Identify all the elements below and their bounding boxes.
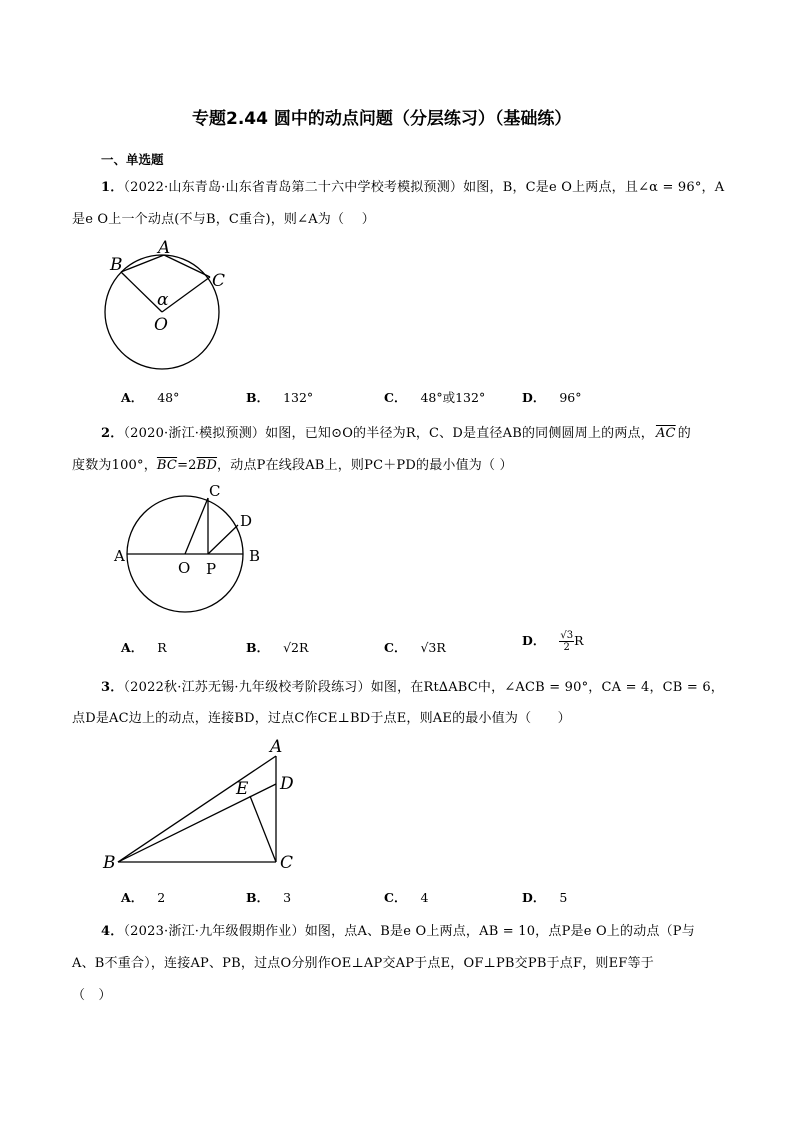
question-4-text-3: （ ）: [72, 988, 112, 1003]
question-4-number: 4．: [101, 924, 124, 939]
segment-ce: [250, 796, 276, 862]
radius-ob: [121, 272, 162, 312]
label-a: A: [114, 547, 125, 565]
question-2-option-a[interactable]: A． R: [121, 640, 167, 655]
question-4-line-1: [101, 920, 695, 939]
label-c: C: [209, 482, 221, 500]
question-3-text-1: （2022秋·江苏无锡·九年级校考阶段练习）如图，在Rt∆ABC中，∠ACB = 90°，CA = 4，CB = 6，: [123, 680, 724, 695]
question-2-figure: [110, 480, 270, 615]
question-2-text-1: （2020·浙江·模拟预测）如图，已知⊙O的半径为R，C、D是直径AB的同侧圆周上的两点，: [123, 426, 654, 441]
chord-ac: [164, 255, 210, 277]
label-b: B: [249, 547, 261, 565]
label-b: B: [103, 853, 116, 873]
label-c: C: [280, 853, 294, 873]
label-c: C: [212, 271, 226, 291]
arc-bd: $\overline{BD}$: [196, 458, 218, 473]
question-1-text-2: 是e O上一个动点(不与B，C重合)，则∠A为（ ）: [72, 212, 375, 227]
question-2-line-1: 2．（2020·浙江·模拟预测）如图，已知⊙O的半径为R，C、D是直径AB的同侧圆周上的两点， $\overline{AC}$ 的: [101, 426, 691, 441]
label-b: B: [110, 255, 123, 275]
label-a: A: [270, 737, 283, 757]
segment-bd: [118, 784, 276, 862]
radius-oc: [162, 277, 210, 312]
question-2-option-c[interactable]: C． √3R: [384, 640, 446, 655]
label-p: P: [206, 560, 217, 578]
question-4-text-2: A、B不重合），连接AP、PB，过点O分别作OE⊥AP交AP于点E，OF⊥PB交PB于点F，则EF等于: [72, 956, 654, 971]
question-3-option-b[interactable]: B． 3: [246, 890, 292, 905]
page-title: 专题2.44 圆中的动点问题（分层练习）（基础练）: [192, 109, 572, 129]
segment-pd: [208, 525, 238, 554]
question-1-option-c[interactable]: C． 48°或132°: [384, 390, 486, 405]
question-3-line-1: [101, 676, 724, 695]
label-o: O: [178, 559, 191, 577]
side-ab: [118, 756, 276, 862]
question-1-number: 1．: [101, 180, 124, 195]
question-2-number: 2．: [101, 426, 124, 441]
question-3-number: 3．: [101, 680, 124, 695]
question-1-option-a[interactable]: A． 48°: [121, 390, 180, 405]
question-1-option-b[interactable]: B． 132°: [246, 390, 314, 405]
question-3-figure: [100, 734, 300, 874]
question-1-figure: [100, 236, 240, 372]
label-e: E: [236, 779, 249, 799]
section-heading: 一、单选题: [101, 152, 164, 167]
question-2-option-d[interactable]: D． $\frac{√3}{2}$ R: [522, 630, 584, 653]
label-a: A: [158, 238, 171, 258]
label-o: O: [154, 315, 168, 335]
arc-bc: $\overline{BC}$: [156, 458, 178, 473]
arc-ac: $\overline{AC}$: [655, 426, 676, 441]
question-2-line-2: 度数为100°，$\overline{BC}=2\overline{BD}$，动点P在线段AB上，则PC＋PD的最小值为（ ）: [72, 458, 513, 473]
question-1-option-d[interactable]: D． 96°: [522, 390, 582, 405]
question-4-text-1: （2023·浙江·九年级假期作业）如图，点A、B是e O上两点，AB = 10，点P是e O上的动点（P与: [123, 924, 695, 939]
question-3-option-d[interactable]: D． 5: [522, 890, 568, 905]
question-3-option-c[interactable]: C． 4: [384, 890, 429, 905]
fraction: $\frac{√3}{2}$: [560, 630, 574, 653]
question-3-text-2: 点D是AC边上的动点，连接BD，过点C作CE⊥BD于点E，则AE的最小值为（ ）: [72, 711, 571, 726]
question-1-line-1: [101, 176, 724, 195]
label-d: D: [240, 512, 253, 530]
label-alpha: α: [157, 290, 169, 310]
label-d: D: [280, 774, 294, 794]
question-3-option-a[interactable]: A． 2: [121, 890, 166, 905]
question-1-text-1: （2022·山东青岛·山东省青岛第二十六中学校考模拟预测）如图，B，C是e O上两点，且∠α = 96°，A: [123, 180, 725, 195]
question-2-option-b[interactable]: B． √2R: [246, 640, 309, 655]
segment-oc: [185, 498, 208, 554]
